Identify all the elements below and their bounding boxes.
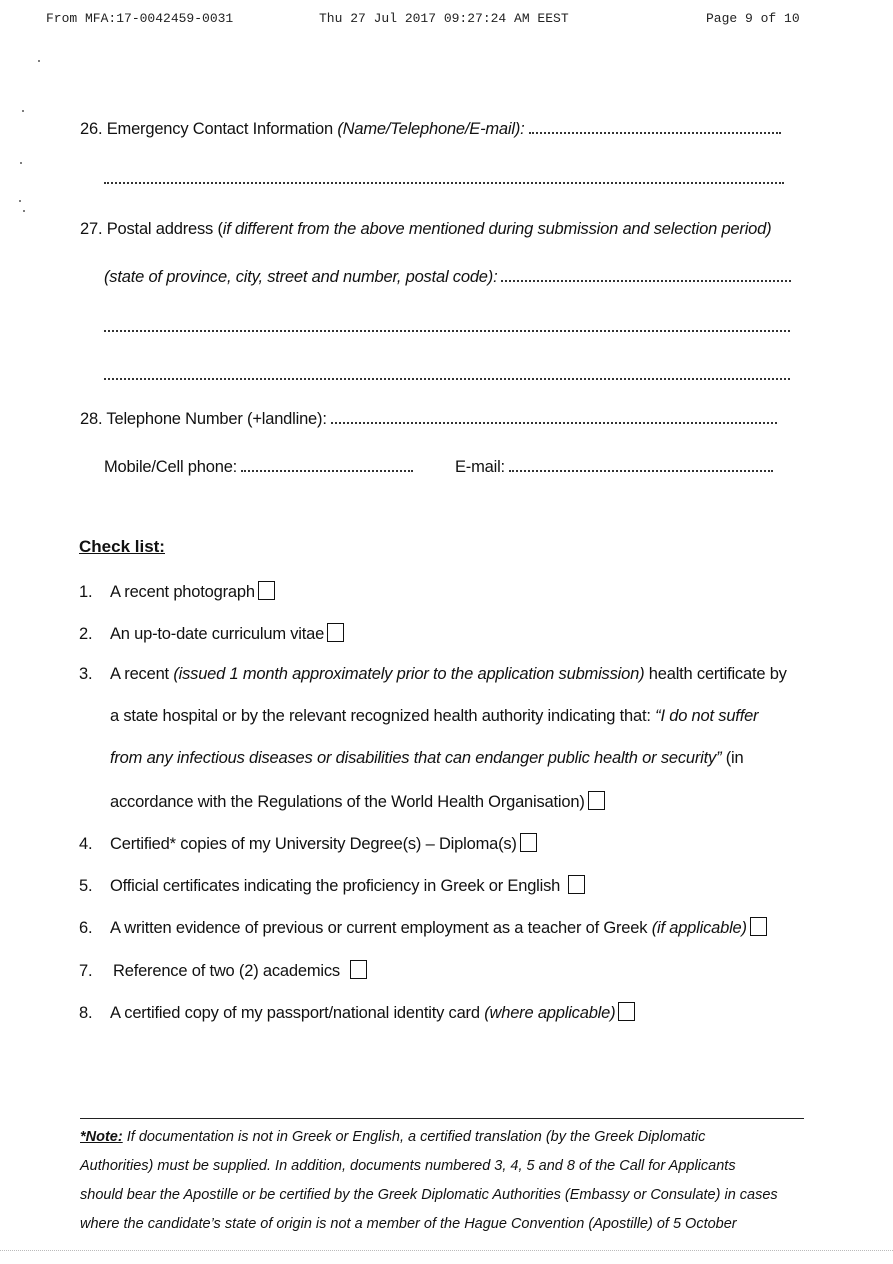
checklist-item — [79, 960, 367, 981]
footnote-text: Authorities) must be supplied. In addition, documents numbered 3, 4, 5 and 8 of the Call for Applicants — [80, 1158, 736, 1174]
footnote-separator — [80, 1118, 804, 1119]
field-label: 26. Emergency Contact Information — [80, 120, 338, 138]
item-text-italic: from any infectious diseases or disabilities that can endanger public health or security” — [110, 749, 722, 767]
scan-speck — [19, 200, 21, 202]
fax-page-number: Page 9 of 10 — [706, 11, 800, 26]
checklist-item — [79, 581, 275, 602]
field-label: Mobile/Cell phone: — [104, 458, 238, 476]
item-text: Reference of two (2) academics — [113, 962, 340, 980]
field-postal-address-line — [104, 318, 790, 337]
footnote-label: *Note: — [80, 1129, 123, 1145]
checklist-item — [79, 875, 585, 896]
checklist-item-continued — [110, 749, 744, 768]
checklist-item-continued — [110, 791, 605, 812]
scan-edge — [0, 1250, 893, 1251]
item-text-italic: (issued 1 month approximately prior to the application submission) — [173, 665, 645, 683]
fax-sender: From MFA:17-0042459-0031 — [46, 11, 234, 26]
item-text: a state hospital or by the relevant recognized health authority indicating that: — [110, 707, 656, 725]
item-text-italic: (where applicable) — [484, 1004, 616, 1022]
field-postal-address-line — [104, 366, 790, 385]
checklist-item-continued — [110, 707, 758, 726]
footnote-line — [80, 1216, 804, 1232]
field-label: 27. Postal address ( — [80, 220, 223, 238]
checklist-item — [79, 917, 767, 938]
field-emergency-contact — [80, 120, 781, 139]
item-text: An up-to-date curriculum vitae — [110, 625, 325, 643]
fill-line[interactable] — [529, 132, 781, 134]
fill-line[interactable] — [104, 378, 790, 380]
field-emergency-contact-continued — [104, 170, 784, 189]
item-number: 2. — [79, 625, 93, 643]
field-label: E-mail: — [455, 458, 505, 476]
fill-line[interactable] — [104, 182, 784, 184]
item-number: 7. — [79, 962, 93, 980]
footnote-text: should bear the Apostille or be certified by the Greek Diplomatic Authorities (Embassy or Consulate) in cases — [80, 1187, 778, 1203]
footnote-text: If documentation is not in Greek or English, a certified translation (by the Greek Diplomatic — [122, 1129, 706, 1145]
item-number: 5. — [79, 877, 93, 895]
footnote-line — [80, 1187, 804, 1203]
scan-speck — [23, 210, 25, 212]
item-number: 3. — [79, 665, 93, 683]
scan-speck — [38, 60, 40, 62]
item-text: (in — [721, 749, 744, 767]
footnote-text: where the candidate’s state of origin is not a member of the Hague Convention (Apostille) of 5 October — [80, 1216, 737, 1232]
field-hint: (state of province, city, street and number, postal code): — [104, 268, 498, 286]
item-text: A certified copy of my passport/national identity card — [110, 1004, 485, 1022]
fill-line[interactable] — [241, 470, 413, 472]
item-text-italic: (if applicable) — [651, 919, 747, 937]
item-text-italic: “I do not suffer — [655, 707, 759, 725]
checkbox[interactable] — [258, 581, 275, 600]
checklist-item — [79, 665, 787, 684]
item-text: A written evidence of previous or current employment as a teacher of Greek — [110, 919, 652, 937]
fill-line[interactable] — [509, 470, 773, 472]
item-number: 8. — [79, 1004, 93, 1022]
item-text: A recent photograph — [110, 583, 255, 601]
checklist-item — [79, 623, 344, 644]
fill-line[interactable] — [104, 330, 790, 332]
field-hint: if different from the above mentioned during submission and selection period) — [222, 220, 772, 238]
checkbox[interactable] — [350, 960, 367, 979]
field-email — [455, 458, 773, 477]
checklist-item — [79, 833, 537, 854]
checklist-item — [79, 1002, 635, 1023]
item-text: accordance with the Regulations of the World Health Organisation) — [110, 793, 585, 811]
checkbox[interactable] — [568, 875, 585, 894]
field-postal-address — [80, 220, 771, 239]
item-number: 1. — [79, 583, 93, 601]
fax-timestamp: Thu 27 Jul 2017 09:27:24 AM EEST — [319, 11, 569, 26]
item-text: health certificate by — [644, 665, 787, 683]
footnote-line — [80, 1158, 804, 1174]
item-text: Official certificates indicating the proficiency in Greek or English — [110, 877, 561, 895]
item-text: A recent — [110, 665, 174, 683]
checkbox[interactable] — [327, 623, 344, 642]
scan-speck — [22, 110, 24, 112]
checkbox[interactable] — [618, 1002, 635, 1021]
field-mobile — [104, 458, 413, 477]
fill-line[interactable] — [331, 422, 777, 424]
checklist-heading: Check list: — [79, 537, 165, 556]
checkbox[interactable] — [588, 791, 605, 810]
checkbox[interactable] — [520, 833, 537, 852]
checkbox[interactable] — [750, 917, 767, 936]
field-postal-address-details — [104, 268, 791, 287]
scan-speck — [20, 162, 22, 164]
field-hint: (Name/Telephone/E-mail): — [337, 120, 525, 138]
item-text: Certified* copies of my University Degree(s) – Diploma(s) — [110, 835, 517, 853]
field-label: 28. Telephone Number (+landline): — [80, 410, 327, 428]
item-number: 6. — [79, 919, 93, 937]
fill-line[interactable] — [501, 280, 791, 282]
footnote-line — [80, 1129, 804, 1145]
field-telephone — [80, 410, 777, 429]
item-number: 4. — [79, 835, 93, 853]
